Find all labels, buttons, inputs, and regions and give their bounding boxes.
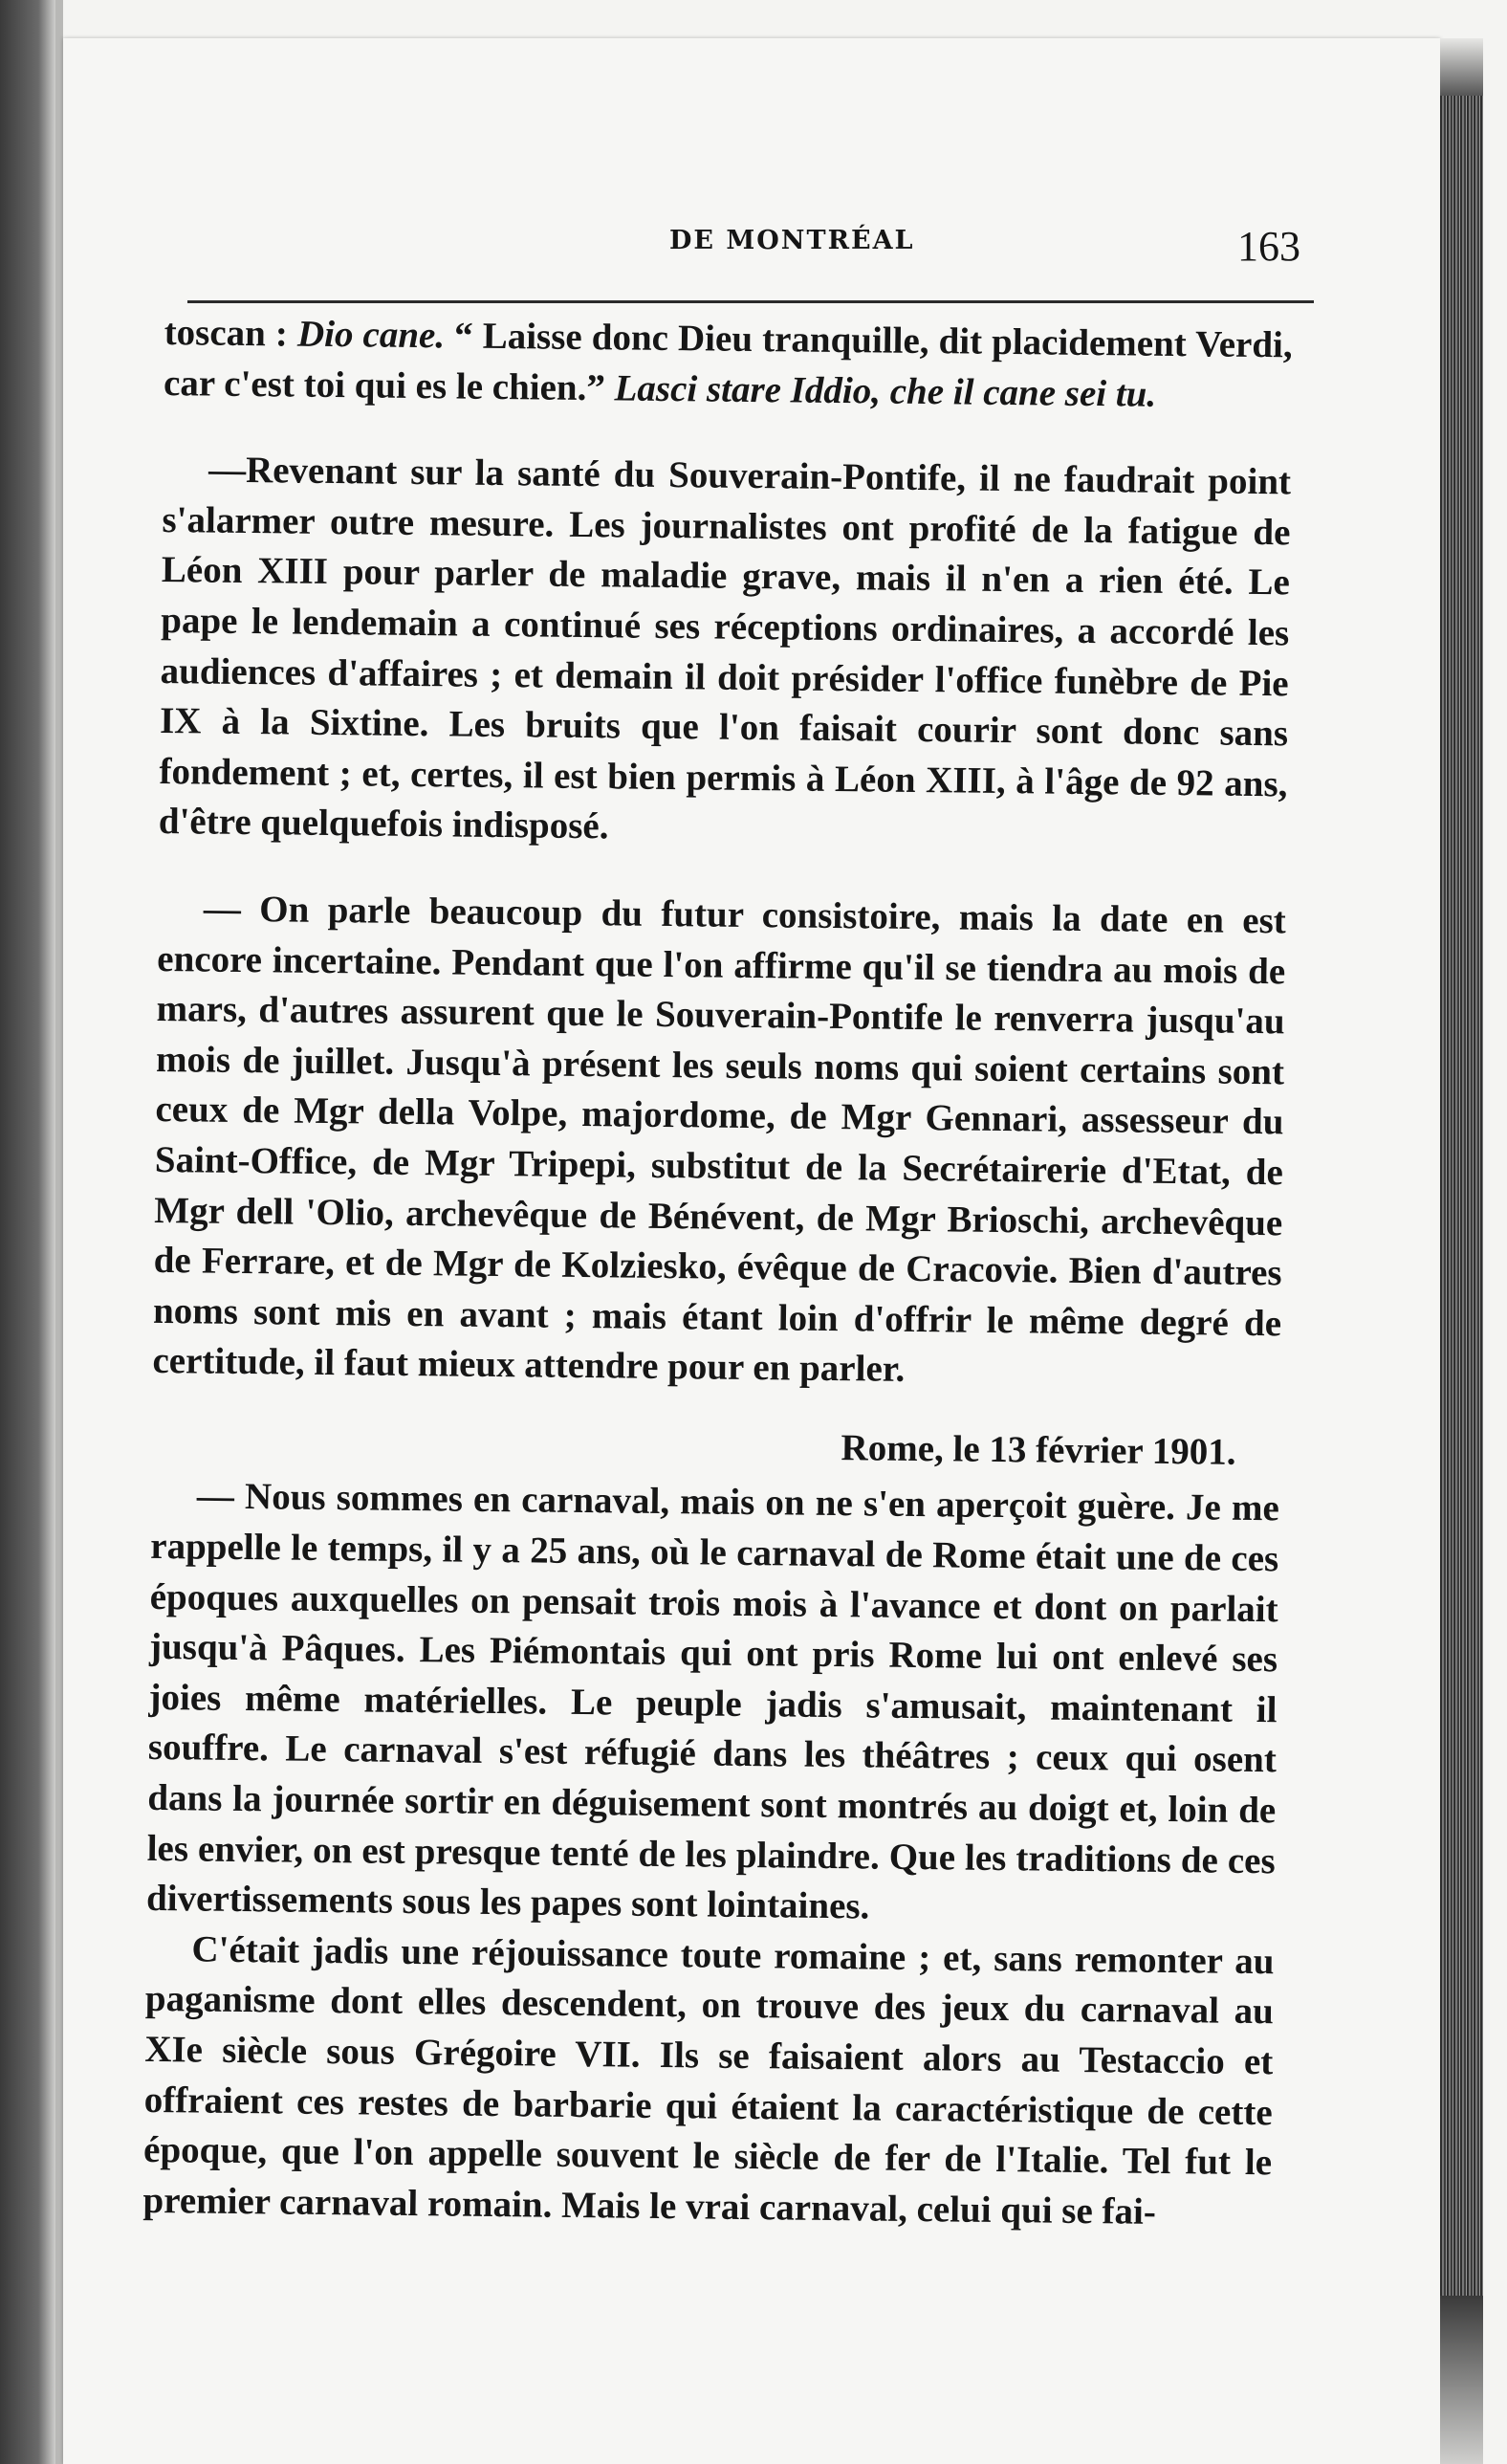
italic-span: Dio cane. [296, 313, 446, 357]
text-span: — Nous sommes en carnaval, mais on ne s'en aperçoit guère. Je me rappelle le temps, il y a 25 ans, où le carnaval de Rome était une de ces époques auxquelles on pensait trois mois à l'avance et dont on parlait jusqu'à Pâques. Les Piémontais qui ont pris Rome lui ont enlevé ses joies même matérielles. Le peuple jadis s'amusait, maintenant il souffre. Le carnaval s'est réfugié dans les théâtres ; ceux qui osent dans la journée sortir en déguisement sont montrés au doigt et, loin de les envier, on est presque tenté de les plaindre. Que les traditions de ces divertissements sous les papes sont lointaines. [145, 1475, 1280, 1927]
paragraph-5 [142, 1925, 1275, 2239]
header-rule [187, 300, 1314, 303]
scan-edge-left [0, 0, 55, 2464]
text-span: —Revenant sur la santé du Souverain-Pontife, il ne faudrait point s'alarmer outre mesure. Les journalistes ont profité de la fatigue de Léon XIII pour parler de maladie grave, mais il n'en a rien été. Le pape le lendemain a continué ses réceptions ordinaires, a accordé les audiences d'affaires ; et demain il doit présider l'office funèbre de Pie IX à la Sixtine. Les bruits que l'on faisait courir sont donc sans fondement ; et, certes, il est bien permis à Léon XIII, à l'âge de 92 ans, d'être quelquefois indisposé. [158, 449, 1292, 847]
scan-gutter [55, 0, 63, 2464]
page-edges-top [1440, 38, 1483, 96]
page-number: 163 [1237, 223, 1300, 270]
paragraph-1 [164, 308, 1293, 422]
page-edges-bottom [1440, 2296, 1483, 2464]
page-edges-stack [1440, 96, 1483, 2296]
text-span: toscan : [164, 311, 298, 355]
dateline: Rome, le 13 février 1901. [841, 1426, 1236, 1473]
paragraph-4 [146, 1471, 1279, 1937]
paragraph-2 [159, 445, 1292, 860]
text-span: — On parle beaucoup du futur consistoire, mais la date en est encore incertaine. Pendant que l'on affirme qu'il se tiendra au mois de mars, d'autres assurent que le Souverain-Pontife le renverra jusqu'au mois de juillet. Jusqu'à présent les seuls noms qui soient certains sont ceux de Mgr della Volpe, majordome, de Mgr Gennari, assesseur du Saint-Office, de Mgr Tripepi, substitut de la Secrétairerie d'Etat, de Mgr dell 'Olio, archevêque de Bénévent, de Mgr Brioschi, archevêque de Ferrare, et de Mgr de Kolziesko, évêque de Cracovie. Bien d'autres noms sont mis en avant ; mais étant loin d'offrir le même degré de certitude, il faut mieux attendre pour en parler. [152, 888, 1287, 1391]
text-span: “ Laisse donc Dieu tranquille, dit placidement Verdi, car c'est toi qui es le chien.” [163, 315, 1293, 408]
italic-span: Lasci stare Iddio, che il cane sei tu. [614, 366, 1157, 415]
paragraph-3 [152, 884, 1286, 1399]
running-title: DE MONTRÉAL [669, 226, 915, 255]
body-text [142, 308, 1293, 2239]
text-span: C'était jadis une réjouissance toute romaine ; et, sans remonter au paganisme dont elles descendent, on trouve des jeux du carnaval au XIe siècle sous Grégoire VII. Ils se faisaient alors au Testaccio et offraient ces restes de barbarie qui étaient la caractéristique de cette époque, que l'on appelle souvent le siècle de fer de l'Italie. Tel fut le premier carnaval romain. Mais le vrai carnaval, celui qui se fai- [142, 1928, 1275, 2233]
